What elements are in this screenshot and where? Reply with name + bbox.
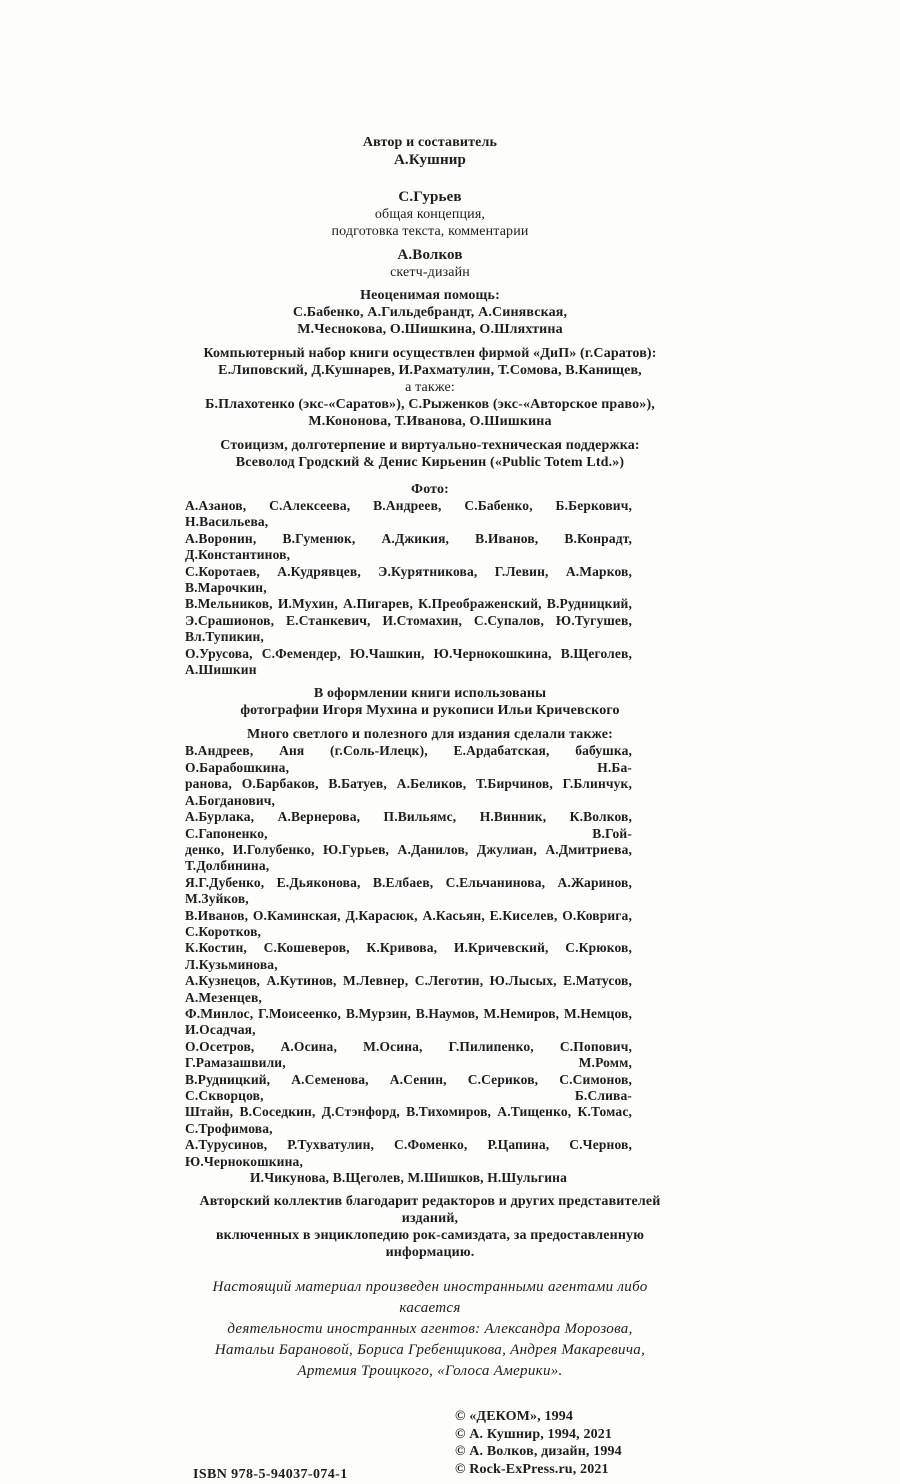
text-line: © А. Кушнир, 1994, 2021 [455, 1426, 613, 1442]
typesetting-credit [185, 345, 675, 430]
text-line: Авторский коллектив благодарит редакторов и других представителей изданий, [199, 1194, 661, 1227]
support-lines [185, 437, 675, 471]
text-line: © Rock-ExPress.ru, 2021 [455, 1461, 609, 1477]
text-line: Настоящий материал произведен иностранными агентами либо касается [212, 1279, 648, 1317]
text-line: Э.Срашионов, Е.Станкевич, И.Стомахин, С.Супалов, Ю.Тугушев, Вл.Тупикин, [185, 612, 632, 645]
text-line: Ф.Минлос, Г.Моисеенко, В.Мурзин, В.Наумов, М.Немиров, М.Немцов, И.Осадчая, [185, 1005, 632, 1038]
text-line: подготовка текста, комментарии [331, 224, 529, 239]
notice-lines [185, 1277, 675, 1382]
photo-credits [185, 481, 675, 678]
text-line: фотографии Игоря Мухина и рукописи Ильи Кричевского [240, 703, 620, 719]
designer-role: скетч-дизайн [390, 265, 470, 280]
help-title: Неоценимая помощь: [360, 288, 500, 303]
imprint [185, 1408, 675, 1484]
sketch-design-credit [185, 246, 675, 281]
foreign-agent-notice [185, 1277, 675, 1382]
typesetting-names-2 [185, 396, 675, 430]
text-line: О.Урусова, С.Фемендер, Ю.Чашкин, Ю.Чернокошкина, В.Щеголев, А.Шишкин [185, 645, 632, 678]
copyright-list [455, 1408, 675, 1478]
gratitude-lines [185, 1193, 675, 1261]
text-line: В оформлении книги использованы [313, 686, 547, 702]
artwork-lines [185, 685, 675, 719]
typesetting-also: а также: [405, 380, 455, 395]
artwork-note [185, 685, 675, 719]
text-line: Всеволод Гродский & Денис Кирьенин («Public Totem Ltd.») [235, 455, 625, 470]
text-line: деятельности иностранных агентов: Александра Морозова, [227, 1321, 633, 1338]
thanks-name-list [185, 743, 632, 1170]
text-line: К.Костин, С.Кошеверов, К.Кривова, И.Кричевский, С.Крюков, Л.Кузьминова, [185, 940, 632, 972]
text-line: С.Бабенко, А.Гильдебрандт, А.Синявская, [292, 305, 568, 320]
text-line: включенных в энциклопедию рок-самиздата, за предоставленную информацию. [215, 1228, 645, 1261]
typesetting-names: Е.Липовский, Д.Кушнарев, И.Рахматулин, Т.Сомова, В.Канищев, [218, 363, 642, 378]
designer-name: А.Волков [397, 247, 463, 263]
text-line: Натальи Барановой, Бориса Гребенщикова, Андрея Макаревича, [214, 1342, 646, 1359]
text-line: В.Андреев, Аня (г.Соль-Илецк), Е.Ардабатская, бабушка, О.Барабошкина, Н.Ба- [185, 743, 632, 775]
author-name: А.Кушнир [393, 152, 467, 168]
isbn: ISBN 978-5-94037-074-1 [193, 1467, 348, 1483]
extended-thanks [185, 726, 675, 1186]
invaluable-help [185, 287, 675, 338]
text-line: А.Бурлака, А.Вернерова, П.Вильямс, Н.Винник, К.Волков, С.Гапоненко, В.Гой- [185, 809, 632, 841]
text-line: О.Осетров, А.Осина, М.Осина, Г.Пилипенко, С.Попович, Г.Рамазашвили, М.Ромм, [185, 1038, 632, 1071]
author-label: Автор и составитель [362, 135, 498, 150]
text-line: общая концепция, [374, 207, 486, 222]
text-line: Артемия Троицкого, «Голоса Америки». [297, 1363, 563, 1380]
text-line: С.Коротаев, А.Кудрявцев, Э.Курятникова, Г.Левин, А.Марков, В.Марочкин, [185, 563, 632, 596]
text-line: В.Рудницкий, А.Семенова, А.Сенин, С.Сериков, С.Симонов, С.Скворцов, Б.Слива- [185, 1071, 632, 1103]
text-line: В.Мельников, И.Мухин, А.Пигарев, К.Преображенский, В.Рудницкий, [185, 596, 632, 612]
concept-name: С.Гурьев [398, 189, 462, 205]
text-line: денко, И.Голубенко, Ю.Гурьев, А.Данилов, Джулиан, А.Дмитриева, Т.Долбинина, [185, 841, 632, 874]
text-line: А.Кузнецов, А.Кутинов, М.Левнер, С.Леготин, Ю.Лысых, Е.Матусов, А.Мезенцев, [185, 973, 632, 1005]
text-line: Б.Плахотенко (экс-«Саратов»), С.Рыженков (экс-«Авторское право»), [205, 397, 655, 412]
text-line: М.Чеснокова, О.Шишкина, О.Шляхтина [297, 322, 563, 337]
text-line: В.Иванов, О.Каминская, Д.Карасюк, А.Касьян, Е.Киселев, О.Коврига, С.Коротков, [185, 907, 632, 939]
text-line: ранова, О.Барбаков, В.Батуев, А.Беликов, Т.Бирчинов, Г.Блинчук, А.Богданович, [185, 776, 632, 808]
text-line: Стоицизм, долготерпение и виртуально-техническая поддержка: [220, 438, 640, 453]
text-line: © А. Волков, дизайн, 1994 [455, 1444, 622, 1460]
text-column [185, 0, 675, 1484]
photo-name-list [185, 498, 632, 678]
text-line: А.Воронин, В.Гуменюк, А.Джикия, В.Иванов, В.Конрадт, Д.Константинов, [185, 530, 632, 563]
text-line: © «ДЕКОМ», 1994 [455, 1409, 574, 1425]
text-line: А.Турусинов, Р.Тухватулин, С.Фоменко, Р.Цапина, С.Чернов, Ю.Чернокошкина, [185, 1137, 632, 1169]
concept-roles [185, 206, 675, 240]
photo-title: Фото: [411, 482, 449, 497]
thanks-last-line: И.Чикунова, В.Щеголев, М.Шишков, Н.Шульгина [250, 1170, 567, 1186]
thanks-title: Много светлого и полезного для издания сделали также: [247, 727, 613, 743]
editors-gratitude [185, 1193, 675, 1261]
text-line: Я.Г.Дубенко, Е.Дьяконова, В.Елбаев, С.Ельчанинова, А.Жаринов, М.Зуйков, [185, 874, 632, 907]
author-credit [185, 134, 675, 169]
text-line: Штайн, В.Соседкин, Д.Стэнфорд, В.Тихомиров, А.Тищенко, К.Томас, С.Трофимова, [185, 1104, 632, 1136]
text-line: А.Азанов, С.Алексеева, В.Андреев, С.Бабенко, Б.Беркович, Н.Васильева, [185, 498, 632, 530]
concept-credit [185, 188, 675, 240]
text-line: М.Кононова, Т.Иванова, О.Шишкина [308, 414, 552, 429]
support-credit [185, 437, 675, 471]
typesetting-title: Компьютерный набор книги осуществлен фирмой «ДиП» (г.Саратов): [203, 346, 657, 361]
help-names [185, 304, 675, 338]
